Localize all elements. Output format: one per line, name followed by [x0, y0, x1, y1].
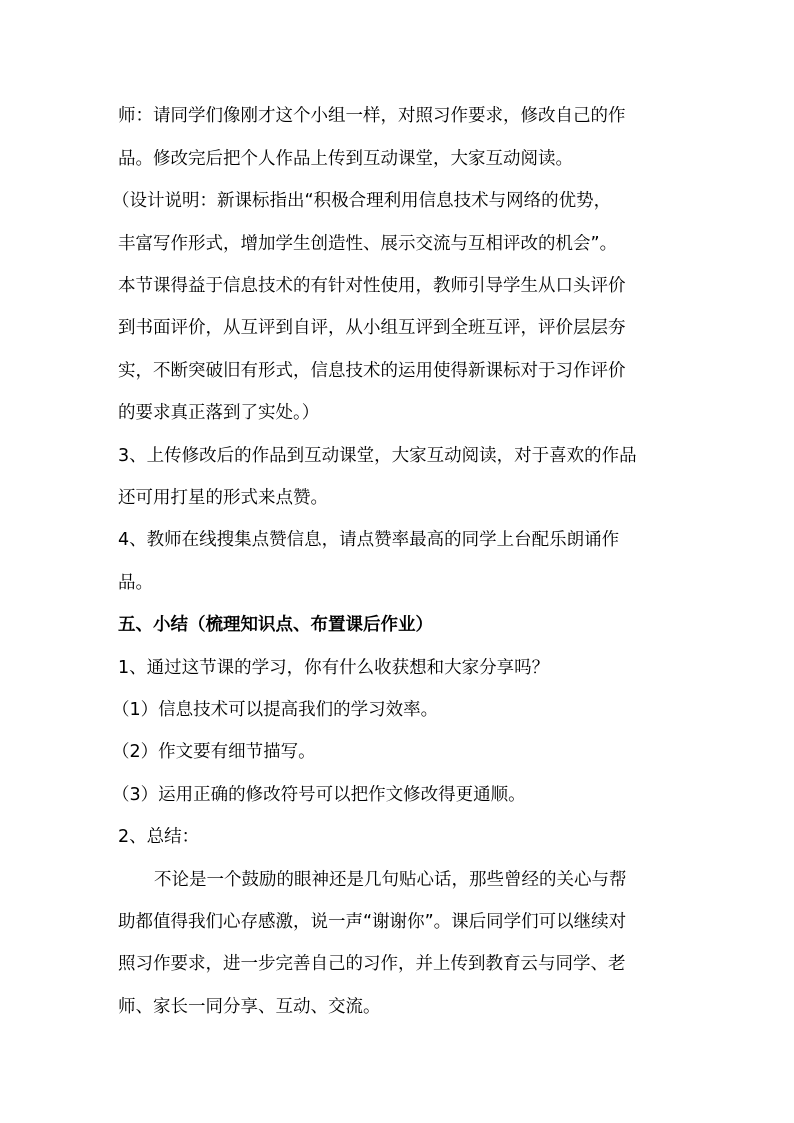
step-4-line: 品。 [118, 573, 153, 593]
summary-point: （2）作文要有细节描写。 [112, 742, 316, 762]
body-text-line: 师：请同学们像刚才这个小组一样，对照习作要求，修改自己的作 [118, 106, 626, 126]
design-note-line: 本节课得益于信息技术的有针对性使用，教师引导学生从口头评价 [118, 276, 626, 296]
conclusion-line: 不论是一个鼓励的眼神还是几句贴心话，那些曾经的关心与帮 [154, 870, 627, 890]
step-3-line: 3、上传修改后的作品到互动课堂，大家互动阅读，对于喜欢的作品 [118, 446, 637, 466]
design-note-line: 到书面评价，从互评到自评，从小组互评到全班互评，评价层层夯 [118, 318, 626, 338]
conclusion-line: 师、家长一同分享、互动、交流。 [118, 997, 381, 1017]
summary-point: （3）运用正确的修改符号可以把作文修改得更通顺。 [112, 785, 526, 805]
body-text-line: 品。修改完后把个人作品上传到互动课堂，大家互动阅读。 [118, 149, 573, 169]
summary-point: （1）信息技术可以提高我们的学习效率。 [112, 700, 439, 720]
conclusion-line: 助都值得我们心存感激，说一声“谢谢你”。课后同学们可以继续对 [118, 912, 627, 932]
design-note-line: 的要求真正落到了实处。） [118, 403, 320, 423]
conclusion-heading: 2、总结： [118, 827, 200, 847]
design-note-line: （设计说明：新课标指出“积极合理利用信息技术与网络的优势， [112, 191, 612, 211]
summary-question: 1、通过这节课的学习，你有什么收获想和大家分享吗？ [118, 658, 550, 678]
step-3-line: 还可用打星的形式来点赞。 [118, 488, 328, 508]
conclusion-line: 照习作要求，进一步完善自己的习作，并上传到教育云与同学、老 [118, 954, 626, 974]
section-heading: 五、小结（梳理知识点、布置课后作业） [118, 615, 433, 635]
step-4-line: 4、教师在线搜集点赞信息，请点赞率最高的同学上台配乐朗诵作 [118, 530, 620, 550]
design-note-line: 丰富写作形式，增加学生创造性、展示交流与互相评改的机会”。 [118, 234, 618, 254]
design-note-line: 实，不断突破旧有形式，信息技术的运用使得新课标对于习作评价 [118, 361, 626, 381]
